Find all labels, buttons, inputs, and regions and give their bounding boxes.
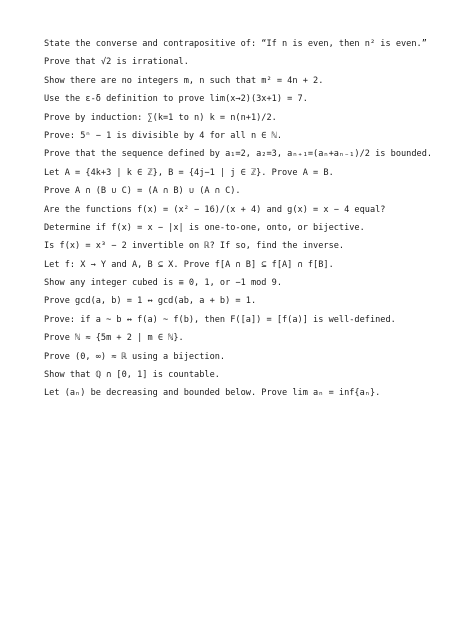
problem-item: Is f(x) = x³ − 2 invertible on ℝ? If so, find the inverse. bbox=[44, 241, 345, 252]
problem-item: Prove ℕ ≈ {5m + 2 | m ∈ ℕ}. bbox=[44, 333, 184, 344]
problem-item: Prove (0, ∞) ≈ ℝ using a bijection. bbox=[44, 351, 226, 362]
problem-item: Prove A ∩ (B ∪ C) = (A ∩ B) ∪ (A ∩ C). bbox=[44, 186, 241, 197]
problem-item: Show any integer cubed is ≡ 0, 1, or −1 mod 9. bbox=[44, 278, 282, 289]
problem-item: Show there are no integers m, n such that m² = 4n + 2. bbox=[44, 75, 324, 86]
problem-item: Prove: if a ~ b ↔ f(a) ~ f(b), then F([a]) = [f(a)] is well-defined. bbox=[44, 314, 396, 325]
problem-item: Use the ε-δ definition to prove lim(x→2)(3x+1) = 7. bbox=[44, 94, 308, 105]
problem-item: Let (aₙ) be decreasing and bounded below. Prove lim aₙ = inf{aₙ}. bbox=[44, 388, 381, 399]
problem-item: Determine if f(x) = x − |x| is one-to-one, onto, or bijective. bbox=[44, 222, 365, 233]
problem-item: Prove that the sequence defined by a₁=2, a₂=3, aₙ₊₁=(aₙ+aₙ₋₁)/2 is bounded. bbox=[44, 149, 433, 160]
problem-item: Let f: X → Y and A, B ⊆ X. Prove f[A ∩ B] ⊆ f[A] ∩ f[B]. bbox=[44, 259, 334, 270]
problem-item: Let A = {4k+3 | k ∈ ℤ}, B = {4j−1 | j ∈ ℤ}. Prove A = B. bbox=[44, 167, 334, 178]
problem-item: Prove: 5ⁿ − 1 is divisible by 4 for all n ∈ ℕ. bbox=[44, 130, 282, 141]
problem-item: Prove that √2 is irrational. bbox=[44, 57, 189, 68]
problem-item: Prove gcd(a, b) = 1 ↔ gcd(ab, a + b) = 1. bbox=[44, 296, 257, 307]
problem-item: Prove by induction: ∑(k=1 to n) k = n(n+1)/2. bbox=[44, 112, 277, 123]
problem-item: State the converse and contrapositive of: “If n is even, then n² is even.” bbox=[44, 39, 427, 49]
problem-item: Are the functions f(x) = (x² − 16)/(x + 4) and g(x) = x − 4 equal? bbox=[44, 204, 386, 215]
problem-list bbox=[44, 38, 464, 406]
problem-item: Show that ℚ ∩ [0, 1] is countable. bbox=[44, 370, 220, 381]
